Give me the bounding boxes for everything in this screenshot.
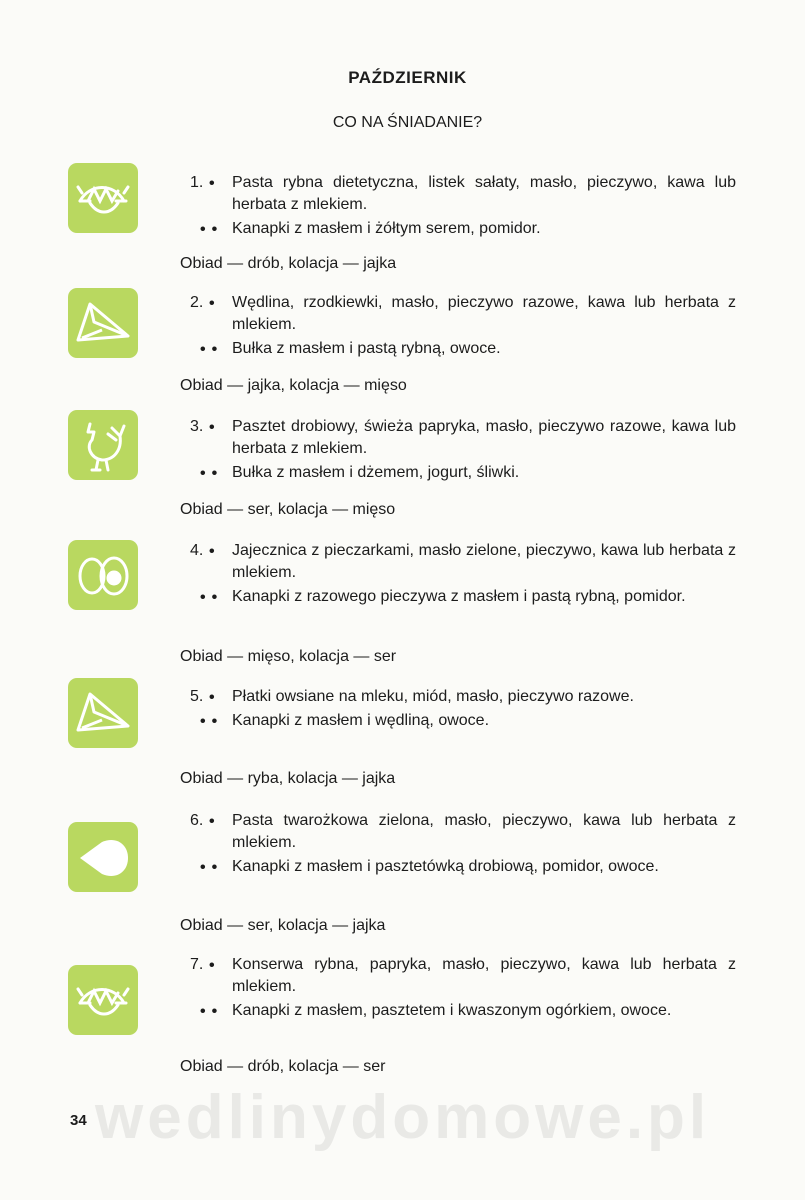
- breakfast-option-2: Bułka z masłem i dżemem, jogurt, śliwki.: [232, 464, 520, 481]
- meal-plan-line: Obiad — drób, kolacja — ser: [180, 1058, 386, 1075]
- day-entry-6: [180, 810, 736, 878]
- breakfast-option-1: Jajecznica z pieczarkami, masło zielone, pieczywo, kawa lub herbata z mlekiem.: [232, 542, 736, 581]
- day-entry-2: [180, 292, 736, 360]
- breakfast-option-2: Kanapki z masłem i żółtym serem, pomidor.: [232, 220, 541, 237]
- double-bullet: • •: [200, 341, 218, 358]
- meal-plan-line: Obiad — ser, kolacja — mięso: [180, 501, 396, 518]
- bullet: •: [209, 175, 215, 192]
- meal-plan-line: Obiad — ser, kolacja — jajka: [180, 917, 386, 934]
- bullet: •: [209, 813, 215, 830]
- breakfast-option-1: Pasta rybna dietetyczna, listek sałaty, masło, pieczywo, kawa lub herbata z mlekiem.: [232, 174, 736, 213]
- breakfast-option-2: Kanapki z masłem, pasztetem i kwaszonym ogórkiem, owoce.: [232, 1002, 672, 1019]
- page-number: 34: [70, 1112, 87, 1129]
- day-number: 7.: [190, 956, 204, 973]
- day-entry-3: [180, 416, 736, 484]
- breakfast-option-2: Kanapki z masłem i pasztetówką drobiową, pomidor, owoce.: [232, 858, 659, 875]
- breakfast-option-2: Kanapki z razowego pieczywa z masłem i pastą rybną, pomidor.: [232, 588, 686, 605]
- breakfast-option-2: Kanapki z masłem i wędliną, owoce.: [232, 712, 490, 729]
- day-number: 6.: [190, 812, 204, 829]
- day-number: 4.: [190, 542, 204, 559]
- breakfast-option-1: Płatki owsiane na mleku, miód, masło, pieczywo razowe.: [232, 688, 634, 705]
- breakfast-option-1: Pasta twarożkowa zielona, masło, pieczywo, kawa lub herbata z mlekiem.: [232, 812, 736, 851]
- watermark: wedlinydomowe.pl: [95, 1083, 711, 1152]
- double-bullet: • •: [200, 859, 218, 876]
- day-number: 1.: [190, 174, 204, 191]
- double-bullet: • •: [200, 713, 218, 730]
- breakfast-option-1: Pasztet drobiowy, świeża papryka, masło, pieczywo razowe, kawa lub herbata z mlekiem.: [232, 418, 736, 457]
- day-entry-1: [180, 172, 736, 240]
- fish-icon: [68, 163, 138, 233]
- breakfast-option-1: Wędlina, rzodkiewki, masło, pieczywo razowe, kawa lub herbata z mlekiem.: [232, 294, 736, 333]
- egg-icon: [68, 540, 138, 610]
- day-entry-4: [180, 540, 736, 608]
- breakfast-option-1: Konserwa rybna, papryka, masło, pieczywo, kawa lub herbata z mlekiem.: [232, 956, 736, 995]
- meal-plan-line: Obiad — mięso, kolacja — ser: [180, 648, 397, 665]
- day-number: 3.: [190, 418, 204, 435]
- meal-plan-line: Obiad — jajka, kolacja — mięso: [180, 377, 407, 394]
- day-number: 2.: [190, 294, 204, 311]
- bullet: •: [209, 543, 215, 560]
- page-subtitle: CO NA ŚNIADANIE?: [332, 114, 483, 131]
- bullet: •: [209, 689, 215, 706]
- breakfast-option-2: Bułka z masłem i pastą rybną, owoce.: [232, 340, 501, 357]
- meal-plan-line: Obiad — ryba, kolacja — jajka: [180, 770, 396, 787]
- fish-icon: [68, 965, 138, 1035]
- day-entry-7: [180, 954, 736, 1022]
- double-bullet: • •: [200, 221, 218, 238]
- cheese-icon: [68, 822, 138, 892]
- double-bullet: • •: [200, 465, 218, 482]
- day-entry-5: [180, 686, 736, 732]
- meat-icon: [68, 678, 138, 748]
- bullet: •: [209, 295, 215, 312]
- page-title: PAŹDZIERNIK: [348, 68, 467, 87]
- meat-icon: [68, 288, 138, 358]
- bullet: •: [209, 419, 215, 436]
- double-bullet: • •: [200, 589, 218, 606]
- meal-plan-line: Obiad — drób, kolacja — jajka: [180, 255, 397, 272]
- bullet: •: [209, 957, 215, 974]
- double-bullet: • •: [200, 1003, 218, 1020]
- rooster-icon: [68, 410, 138, 480]
- day-number: 5.: [190, 688, 204, 705]
